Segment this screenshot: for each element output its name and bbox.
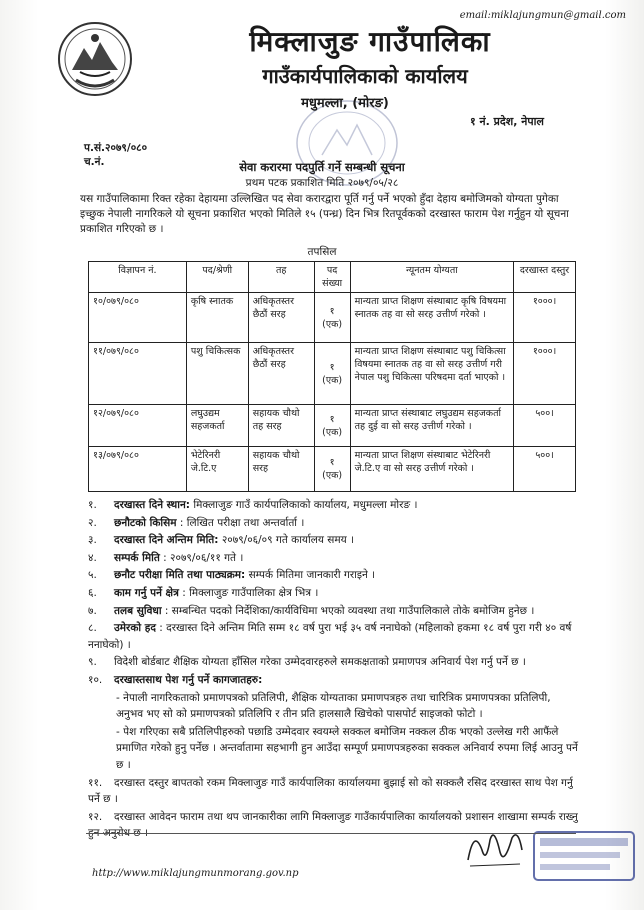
footer-divider (86, 833, 576, 834)
list-item (88, 672, 578, 689)
level-cell: सहायक चौथो तह सरह (248, 405, 314, 447)
document-requirement: - पेश गरिएका सबै प्रतिलिपीहरुको पछाडि उम्मेदवार स्वयम्ले सक्कल बमोजिम नक्कल ठीक भएको उल्लेख गरी आफैंले प्रमाणित गरेको हुनु पर्नेछ । अन्तर्वातामा सहभागी हुन आउँदा सम्पूर्ण प्रमाणपत्रहरुका सक्कल अनिवार्य रुपमा लिई आउनु पर्ने छ । (116, 725, 578, 771)
post-cell: कृषि स्नातक (186, 293, 248, 343)
count-word: (एक) (322, 470, 343, 481)
notice-intro: यस गाउँपालिकामा रिक्त रहेका देहायमा उल्लिखित पद सेवा करारद्वारा पूर्ति गर्नु पर्ने भएको हुँदा देहाय बमोजिमको योग्यता पुगेका इच्छुक नेपाली नागरिकले यो सूचना प्रकाशित भएको मितिले १५ (पन्ध्र) दिन भित्र रितपूर्वकको दरखास्त फाराम पेश गर्नुहुन यो सूचना प्रकाशित गरिएको छ । (80, 193, 569, 235)
office-address: मधुमल्ला, (मोरङ) (301, 96, 389, 111)
table-row (89, 293, 576, 343)
qualification-cell: मान्यता प्राप्त शिक्षण संस्थाबाट भेटेरिनरी जे.टि.ए वा सो सरह उत्तीर्ण गरेको । (350, 447, 513, 492)
item-number: ९. (88, 656, 97, 669)
fee-cell: ५००। (514, 405, 576, 447)
count-value: १ (329, 305, 335, 317)
item-heading: छनौट परीक्षा मिति तथा पाठ्यक्रम: (114, 569, 246, 582)
fee-cell: ५००। (514, 447, 576, 492)
list-item (88, 620, 578, 653)
col-header-level: तह (248, 262, 314, 293)
count-cell (314, 293, 350, 343)
item-heading: उमेरको हद (114, 622, 156, 635)
province: १ नं. प्रदेश, नेपाल (470, 115, 544, 128)
item-heading: दरखास्त दिने स्थान: (114, 499, 191, 511)
count-word: (एक) (322, 318, 343, 330)
qualification-cell: मान्यता प्राप्त शिक्षण संस्थाबाट कृषि विषयमा स्नातक तह वा सो सरह उत्तीर्ण गरेको । (350, 293, 513, 343)
item-text: : सम्बन्धित पदको निर्देशिका/कार्यविधिमा भएको व्यवस्था तथा गाउँपालिकाले तोके बमोजिम हुनेछ । (161, 604, 535, 617)
list-item (88, 775, 578, 808)
post-cell: लघुउद्यम सहजकर्ता (186, 405, 248, 447)
count-cell (314, 405, 350, 447)
item-heading: दरखास्त दिने अन्तिम मिति: (114, 534, 219, 547)
col-header-fee: दरखास्त दस्तुर (514, 262, 576, 293)
item-text: २०७९/०६/०९ गते कार्यालय समय । (218, 534, 355, 547)
fee-cell: १०००। (514, 293, 576, 343)
item-text: सम्पर्क मितिमा जानकारी गराइने । (245, 569, 376, 582)
qualification-cell: मान्यता प्राप्त संस्थाबाट लघुउद्यम सहजकर्ता तह दुई वा सो सरह उत्तीर्ण गरेको । (350, 405, 513, 447)
item-number: २. (88, 516, 97, 529)
item-text: विदेशी बोर्डबाट शैक्षिक योग्यता हाँसिल गरेका उम्मेदवारहरुले समकक्षताको प्रमाणपत्र अनिवार्य पेश गर्नु पर्ने छ । (114, 656, 526, 669)
count-value: १ (329, 413, 335, 425)
list-item (88, 497, 578, 514)
level-cell: सहायक चौथो सरह (248, 447, 314, 492)
item-number: ३. (88, 534, 97, 547)
notice-title: सेवा करारमा पदपुर्ति गर्ने सम्बन्धी सूचना (239, 160, 405, 174)
item-number: १०. (88, 673, 103, 686)
item-number: ७. (88, 604, 97, 617)
municipality-title: मिक्लाजुङ गाउँपालिका (249, 25, 491, 58)
list-item (88, 585, 578, 602)
item-text: : मिक्लाजुङ गाउँपालिका क्षेत्र भित्र । (178, 586, 319, 599)
post-cell: भेटेरिनरी जे.टि.ए (186, 447, 248, 492)
item-number: ४. (88, 551, 97, 564)
col-header-post: पद/श्रेणी (186, 262, 248, 293)
item-heading: काम गर्नु पर्ने क्षेत्र (114, 586, 179, 599)
item-heading: दरखास्तसाथ पेश गर्नु पर्ने कागजातहरु: (114, 673, 263, 686)
item-number: ८. (88, 622, 97, 635)
ad-no-cell: १०/०७९/०८० (89, 293, 187, 343)
notice-items (88, 497, 578, 843)
list-item (88, 654, 578, 671)
list-item (88, 567, 578, 584)
website-link[interactable]: http://www.miklajungmunmorang.gov.np (92, 868, 299, 879)
item-heading: तलब सुविधा (114, 604, 162, 617)
item-text: : २०७९/०६/११ गते । (159, 551, 244, 564)
list-item (88, 532, 578, 549)
count-word: (एक) (322, 374, 343, 386)
item-text: मिक्लाजुङ गाउँ कार्यपालिकाको कार्यालय, मधुमल्ला मोरङ । (190, 499, 418, 511)
handwritten-signature (460, 820, 530, 875)
vacancy-table (88, 261, 576, 492)
reference-number: प.सं.२०७९/०८० (84, 142, 148, 154)
ad-no-cell: ११/०७९/०८० (89, 343, 187, 405)
level-cell: अधिकृतस्तर छैठौं सरह (248, 293, 314, 343)
item-text: दरखास्त दस्तुर बापतको रकम मिक्लाजुङ गाउँ कार्यपालिका कार्यालयमा बुझाई सो को सक्कलै रसिद दरखास्त साथ पेश गर्नु पर्ने छ । (88, 776, 573, 806)
ad-no-cell: १२/०७९/०८० (89, 405, 187, 447)
table-row (89, 405, 576, 447)
dispatch-number: च.नं. (84, 156, 105, 168)
nepal-emblem-logo (56, 20, 134, 98)
count-value: १ (329, 361, 335, 373)
item-text: : लिखित परीक्षा तथा अन्तर्वार्ता । (176, 516, 305, 529)
col-header-ad-no: विज्ञापन नं. (89, 262, 187, 293)
col-header-qualification: न्यूनतम योग्यता (350, 262, 513, 293)
item-text: दरखास्त आवेदन फाराम तथा थप जानकारीका लागि मिक्लाजुङ गाउँकार्यपालिका कार्यालयको प्रशासन शाखामा सम्पर्क राख्नु हुन अनुरोध छ । (88, 810, 578, 840)
document-requirement: - नेपाली नागरिकताको प्रमाणपत्रको प्रतिलिपी, शैक्षिक योग्यताका प्रमाणपत्रहरु तथा चारित्रिक प्रमाणपत्रका प्रतिलिपी, अनुभव भए सो को प्रमाणपत्रको प्रतिलिपि र तीन प्रति हालसालै खिचेको पासपोर्ट साइजको फोटो । (116, 691, 551, 721)
list-item (88, 603, 578, 620)
item-number: ५. (88, 569, 97, 582)
table-row (89, 343, 576, 405)
ad-no-cell: १३/०७९/०८० (89, 447, 187, 492)
count-value: १ (329, 457, 335, 468)
item-number: १२. (88, 810, 103, 823)
col-header-count: पद संख्या (314, 262, 350, 293)
item-heading: छनौटको किसिम (114, 516, 177, 529)
office-title: गाउँकार्यपालिकाको कार्यालय (262, 64, 468, 88)
item-number: ६. (88, 586, 97, 599)
list-item (88, 550, 578, 567)
list-item (88, 515, 578, 532)
qualification-cell: मान्यता प्राप्त शिक्षण संस्थाबाट पशु चिकित्सा विषयमा स्नातक तह वा सो सरह उत्तीर्ण गरी नेपाल पशु चिकित्सा परिषदमा दर्ता भाएको । (350, 343, 513, 405)
item-number: ११. (88, 776, 103, 789)
item-text: : दरखास्त दिने अन्तिम मिति सम्म १८ वर्ष पुरा भई ३५ वर्ष ननाघेको (महिलाको हकमा १८ वर्ष पुरा गरी ४० वर्ष ननाघेको) । (88, 622, 572, 651)
table-caption: तपसिल (307, 246, 337, 258)
post-cell: पशु चिकित्सक (186, 343, 248, 405)
table-row (89, 447, 576, 492)
official-stamp (530, 826, 640, 886)
email-address[interactable]: email:miklajungmun@gmail.com (459, 10, 626, 21)
table-header-row (89, 262, 576, 293)
item-heading: सम्पर्क मिति (114, 551, 160, 564)
level-cell: अधिकृतस्तर छैठौं सरह (248, 343, 314, 405)
item-number: १. (88, 499, 97, 511)
count-cell (314, 343, 350, 405)
publish-date: प्रथम पटक प्रकाशित मिति २०७९/०५/२८ (245, 177, 399, 189)
count-cell (314, 447, 350, 492)
fee-cell: १०००। (514, 343, 576, 405)
count-word: (एक) (322, 426, 343, 438)
